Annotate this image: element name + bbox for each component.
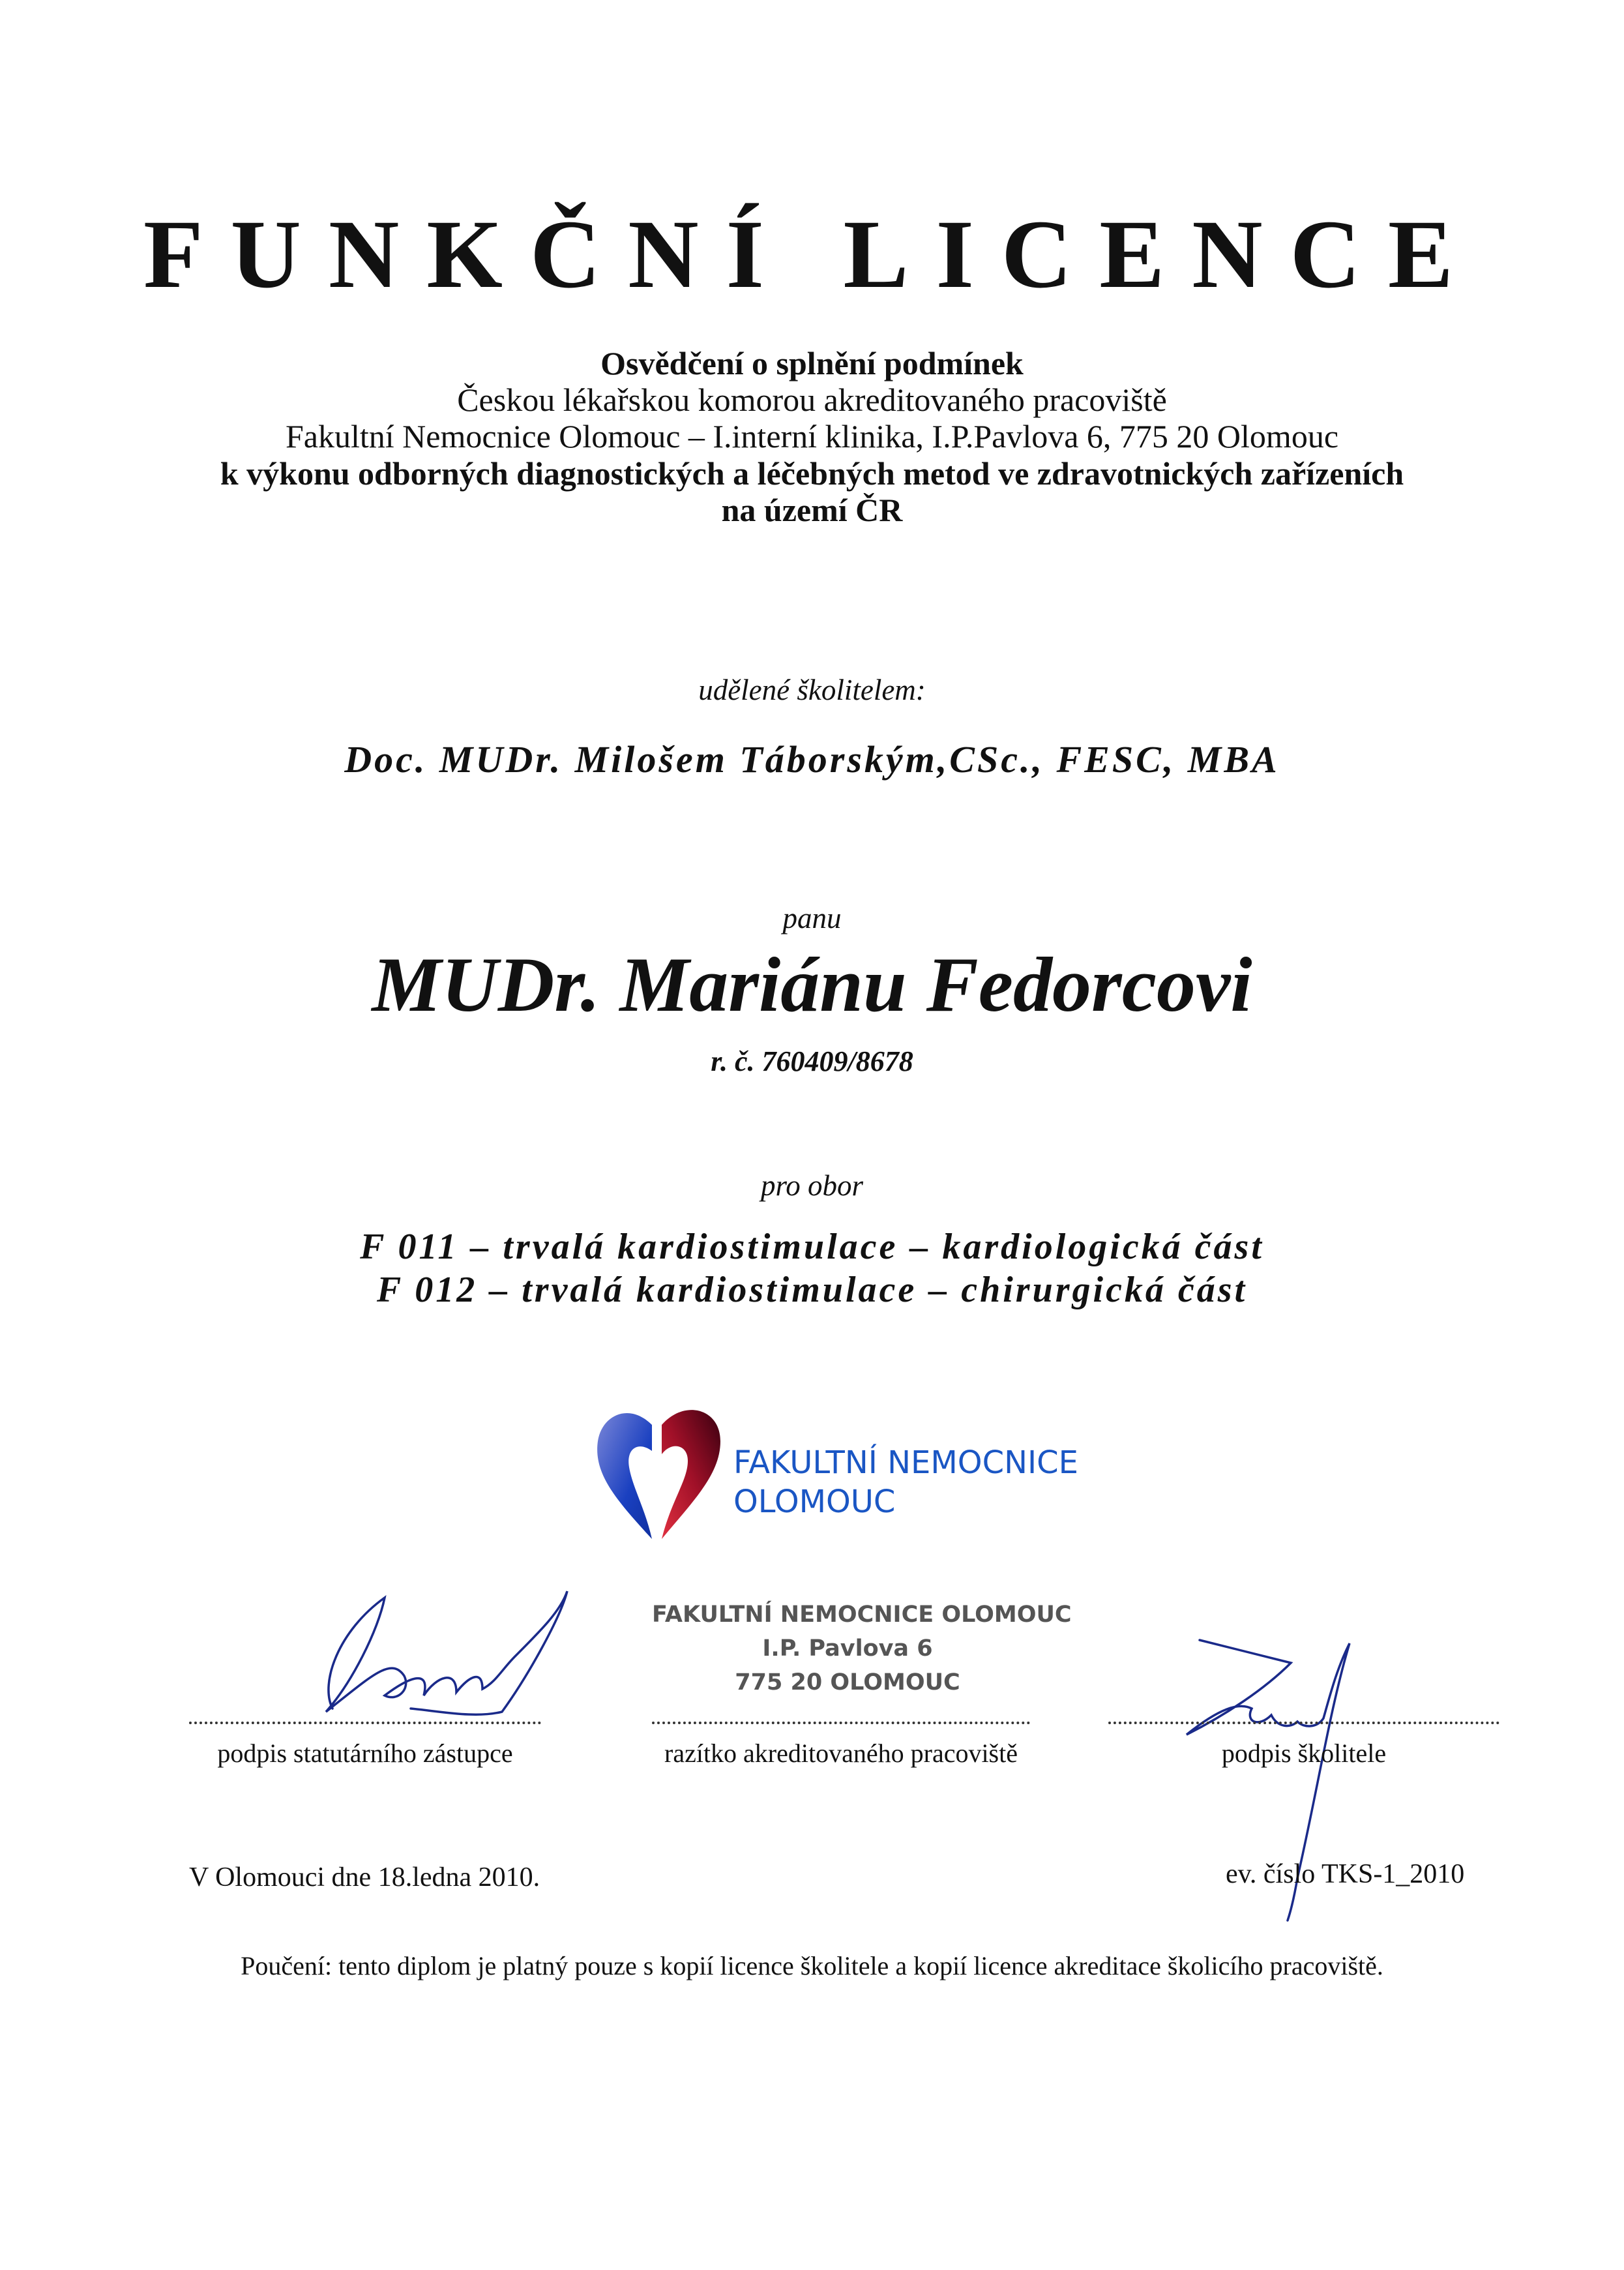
subtitle-line-2: Českou lékařskou komorou akreditovaného pracoviště	[457, 381, 1167, 418]
trainer-signature-line	[1108, 1722, 1499, 1724]
stamp-line-2: I.P. Pavlova 6	[762, 1635, 933, 1662]
statutory-signature-image	[280, 1578, 587, 1728]
evidence-number: ev. číslo TKS-1_2010	[1226, 1859, 1465, 1889]
stamp-line	[652, 1722, 1030, 1724]
field-item-f012: F 012 – trvalá kardiostimulace – chirurgická část	[376, 1270, 1248, 1310]
subtitle-line-5: na území ČR	[721, 492, 903, 528]
notice-text: Poučení: tento diplom je platný pouze s kopií licence školitele a kopií licence akreditace školicího pracoviště.	[241, 1951, 1383, 1980]
issue-date: V Olomouci dne 18.ledna 2010.	[189, 1862, 540, 1892]
subtitle-line-3: Fakultní Nemocnice Olomouc – I.interní klinika, I.P.Pavlova 6, 775 20 Olomouc	[285, 418, 1339, 455]
trainer-signature-label: podpis školitele	[1221, 1739, 1387, 1768]
heart-logo-icon	[590, 1389, 727, 1546]
granted-by-label: udělené školitelem:	[698, 674, 926, 706]
field-label: pro obor	[760, 1169, 864, 1202]
hospital-logo	[590, 1389, 1112, 1546]
stamp-line-3: 775 20 OLOMOUC	[735, 1669, 960, 1695]
subtitle-line-1: Osvědčení o splnění podmínek	[600, 345, 1024, 381]
recipient-prefix: panu	[782, 902, 842, 934]
stamp-line-1: FAKULTNÍ NEMOCNICE OLOMOUC	[652, 1602, 1072, 1628]
logo-text-line-1: FAKULTNÍ NEMOCNICE	[733, 1444, 1078, 1481]
field-item-f011: F 011 – trvalá kardiostimulace – kardiologická část	[360, 1227, 1264, 1267]
certificate-title: FUNKČNÍ LICENCE	[143, 200, 1481, 308]
recipient-name: MUDr. Mariánu Fedorcovi	[372, 941, 1252, 1028]
institution-stamp	[652, 1598, 1072, 1699]
subtitle-line-4: k výkonu odborných diagnostických a léčebných metod ve zdravotnických zařízeních	[220, 455, 1404, 492]
stamp-label: razítko akreditovaného pracoviště	[664, 1739, 1018, 1768]
statutory-signature-line	[189, 1722, 541, 1724]
logo-text-line-2: OLOMOUC	[733, 1484, 896, 1520]
trainer-name: Doc. MUDr. Milošem Táborským,CSc., FESC, MBA	[344, 738, 1280, 781]
birth-number: r. č. 760409/8678	[711, 1045, 913, 1077]
statutory-signature-label: podpis statutárního zástupce	[217, 1739, 513, 1768]
